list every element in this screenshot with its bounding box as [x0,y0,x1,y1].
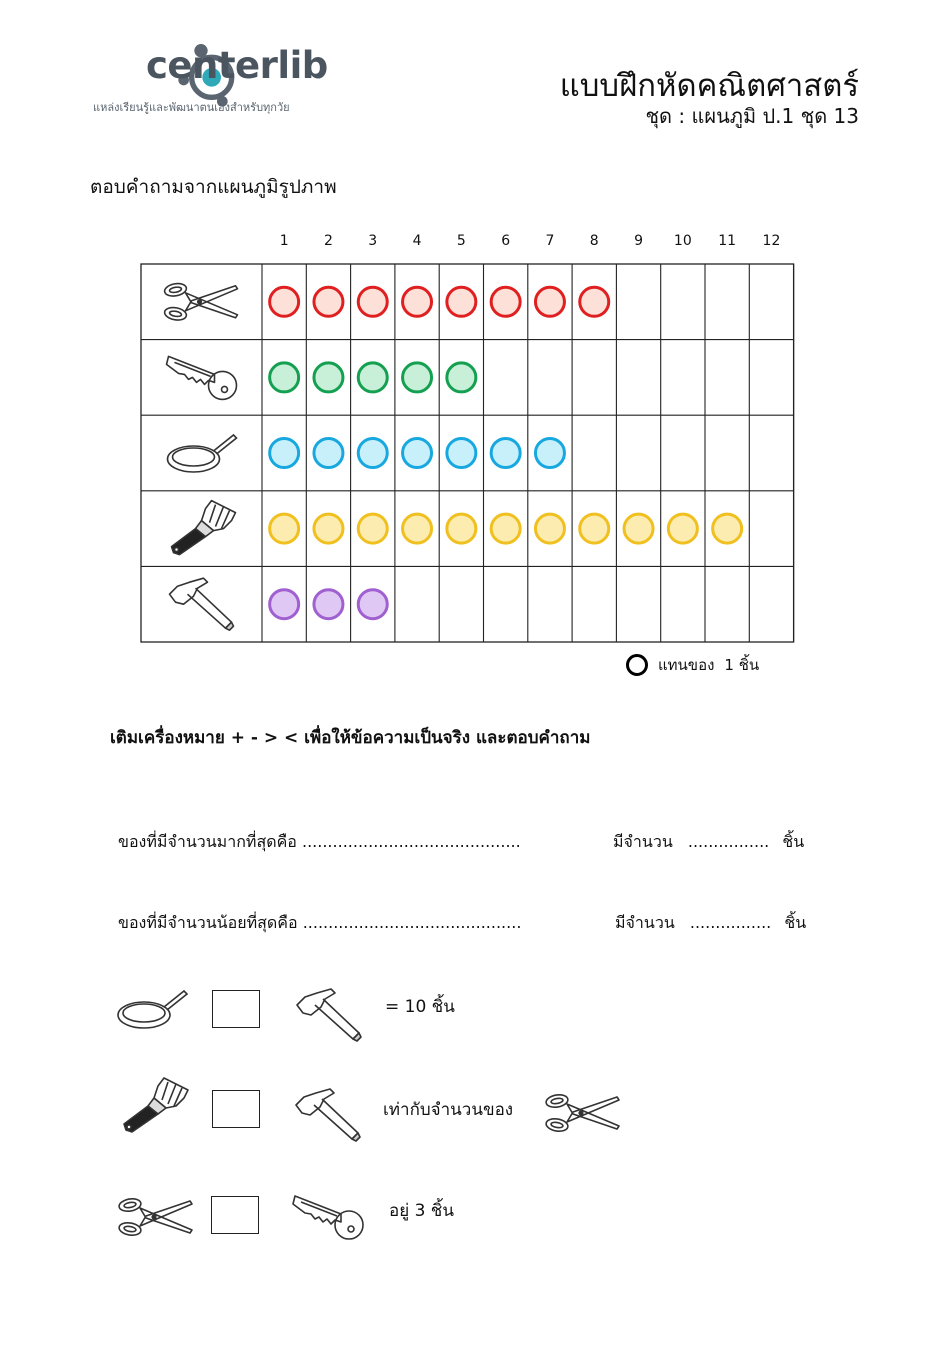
column-tick-label: 1 [279,233,289,249]
statement-text: อยู่ 3 ชิ้น [389,1201,454,1221]
pictograph-chart [0,0,951,660]
question-most [118,830,521,855]
worksheet-title: แบบฝึกหัดคณิตศาสตร์ [559,68,859,104]
pictograph-circle [447,514,476,543]
pictograph-circle [358,514,387,543]
paint-brush-icon [172,501,236,555]
column-tick-label: 10 [673,233,692,249]
question-least [118,911,521,936]
frying-pan-icon [168,435,237,472]
pictograph-circle [403,363,432,392]
pictograph-circle [314,363,343,392]
pictograph-circle [270,363,299,392]
pictograph-circle [624,514,653,543]
section-heading: เติมเครื่องหมาย + - > < เพื่อให้ข้อความเป็นจริง และตอบคำถาม [110,728,591,748]
column-tick-label: 5 [456,233,466,249]
question-least-count [615,911,806,936]
key-icon [167,356,237,399]
unit-label: ชิ้น [782,832,805,851]
pictograph-circle [358,590,387,619]
column-tick-label: 6 [501,233,511,249]
operator-answer-box[interactable] [211,1196,259,1234]
paint-brush-icon [118,1076,190,1136]
pictograph-circle [314,439,343,468]
pictograph-circle [358,287,387,316]
brand-tagline: แหล่งเรียนรู้และพัฒนาตนเองสำหรับทุกวัย [93,101,290,114]
pictograph-circle [668,514,697,543]
pictograph-circle [314,287,343,316]
question-label: ของที่มีจำนวนมากที่สุดคือ [118,832,297,851]
pictograph-circle [447,363,476,392]
pictograph-circle [535,514,564,543]
hammer-icon [295,985,363,1045]
pictograph-circle [314,514,343,543]
count-label: มีจำนวน [613,832,673,851]
pictograph-circle [403,287,432,316]
answer-blank-count[interactable]: ................ [687,832,770,851]
column-tick-label: 7 [545,233,555,249]
column-tick-label: 11 [718,233,737,249]
pictograph-circle [535,287,564,316]
legend-circle-icon [626,654,648,676]
column-tick-label: 4 [412,233,422,249]
hammer-icon [170,578,234,630]
question-most-count [613,830,804,855]
pictograph-circle [403,439,432,468]
operator-answer-box[interactable] [212,1090,260,1128]
pictograph-circle [270,287,299,316]
pictograph-circle [270,514,299,543]
scissors-icon [164,282,238,322]
brand-name: centerlib [146,44,328,87]
column-tick-label: 12 [762,233,781,249]
worksheet-subtitle: ชุด : แผนภูมิ ป.1 ชุด 13 [645,104,859,128]
scissors-icon [116,1196,196,1238]
pictograph-circle [491,287,520,316]
legend-value: 1 ชิ้น [724,656,760,674]
instruction-text: ตอบคำถามจากแผนภูมิรูปภาพ [90,176,337,198]
pictograph-circle [580,514,609,543]
hammer-icon [294,1085,362,1145]
pictograph-circle [491,514,520,543]
pictograph-circle [314,590,343,619]
pictograph-circle [447,439,476,468]
pictograph-circle [358,363,387,392]
scissors-icon [543,1092,623,1134]
pictograph-circle [491,439,520,468]
column-tick-label: 8 [589,233,599,249]
column-tick-label: 2 [323,233,333,249]
statement-text: เท่ากับจำนวนของ [383,1100,514,1120]
pictograph-circle [580,287,609,316]
pictograph-circle [358,439,387,468]
column-tick-label: 9 [634,233,644,249]
pictograph-circle [270,590,299,619]
pictograph-circle [403,514,432,543]
answer-blank-item[interactable]: ........................................... [302,832,521,851]
pictograph-circle [270,439,299,468]
unit-label: ชิ้น [784,913,807,932]
legend-label: แทนของ [658,656,715,674]
count-label: มีจำนวน [615,913,675,932]
answer-blank-item[interactable]: ........................................... [302,913,522,932]
statement-text: = 10 ชิ้น [385,997,455,1017]
column-tick-label: 3 [368,233,378,249]
answer-blank-count[interactable]: ................ [689,913,772,932]
chart-legend [626,652,759,678]
question-label: ของที่มีจำนวนน้อยที่สุดคือ [118,913,298,932]
pictograph-circle [447,287,476,316]
pictograph-circle [713,514,742,543]
operator-answer-box[interactable] [212,990,260,1028]
frying-pan-icon [116,985,188,1033]
pictograph-circle [535,439,564,468]
key-icon [291,1192,365,1242]
